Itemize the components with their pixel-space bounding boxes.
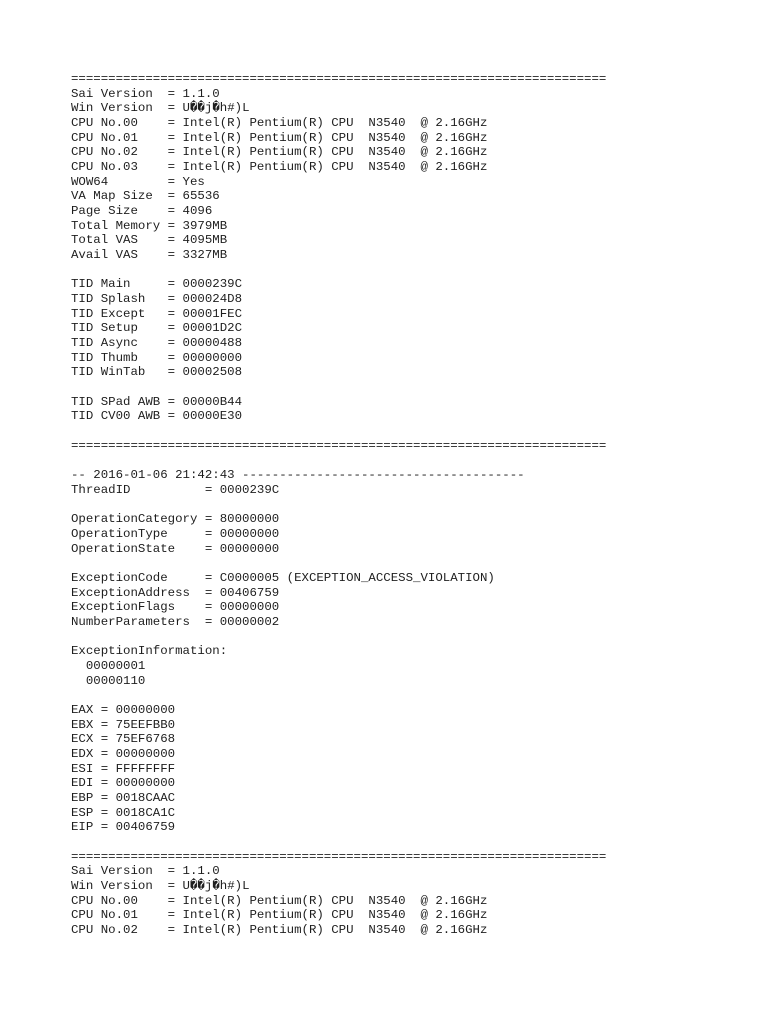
log-line: TID Except = 00001FEC — [71, 306, 243, 321]
log-line: EAX = 00000000 — [71, 702, 176, 717]
log-line — [71, 424, 606, 439]
log-line: CPU No.02 = Intel(R) Pentium(R) CPU N3540 @ 2.16GHz — [71, 922, 488, 937]
log-line: EBX = 75EEFBB0 — [71, 717, 176, 732]
log-line: WOW64 = Yes — [71, 174, 205, 189]
log-line: OperationType = 00000000 — [71, 526, 280, 541]
log-line: ======================================================================== — [71, 849, 607, 864]
log-line: TID Splash = 000024D8 — [71, 292, 243, 307]
log-line: Page Size = 4096 — [71, 204, 213, 219]
crash-log-text — [71, 72, 606, 938]
log-line: EBP = 0018CAAC — [71, 790, 176, 805]
log-line: -- 2016-01-06 21:42:43 -------------------------------------- — [71, 468, 525, 483]
log-line: ExceptionInformation: — [71, 644, 228, 659]
log-line: TID Main = 0000239C — [71, 277, 243, 292]
log-line: ThreadID = 0000239C — [71, 482, 280, 497]
log-line: NumberParameters = 00000002 — [71, 614, 280, 629]
log-line: ECX = 75EF6768 — [71, 732, 176, 747]
log-line: CPU No.01 = Intel(R) Pentium(R) CPU N3540 @ 2.16GHz — [71, 908, 488, 923]
log-line: Sai Version = 1.1.0 — [71, 86, 220, 101]
log-line — [71, 453, 606, 468]
log-line: EDX = 00000000 — [71, 746, 176, 761]
log-line: ESI = FFFFFFFF — [71, 761, 176, 776]
log-line: CPU No.02 = Intel(R) Pentium(R) CPU N3540 @ 2.16GHz — [71, 145, 488, 160]
log-line: EIP = 00406759 — [71, 820, 176, 835]
log-line: CPU No.00 = Intel(R) Pentium(R) CPU N3540 @ 2.16GHz — [71, 116, 488, 131]
log-line — [71, 835, 606, 850]
log-line: 00000110 — [71, 673, 146, 688]
log-line: TID Async = 00000488 — [71, 336, 243, 351]
log-line: Avail VAS = 3327MB — [71, 248, 228, 263]
log-line: TID SPad AWB = 00000B44 — [71, 394, 243, 409]
log-line: ExceptionCode = C0000005 (EXCEPTION_ACCESS_VIOLATION) — [71, 570, 495, 585]
log-line: TID CV00 AWB = 00000E30 — [71, 409, 243, 424]
log-line: Sai Version = 1.1.0 — [71, 864, 220, 879]
log-line — [71, 497, 606, 512]
log-line: CPU No.00 = Intel(R) Pentium(R) CPU N3540 @ 2.16GHz — [71, 893, 488, 908]
log-line: CPU No.03 = Intel(R) Pentium(R) CPU N3540 @ 2.16GHz — [71, 160, 488, 175]
log-line: 00000001 — [71, 658, 146, 673]
log-line: OperationCategory = 80000000 — [71, 512, 280, 527]
log-line: CPU No.01 = Intel(R) Pentium(R) CPU N3540 @ 2.16GHz — [71, 130, 488, 145]
log-line: VA Map Size = 65536 — [71, 189, 220, 204]
log-line: Total Memory = 3979MB — [71, 218, 228, 233]
log-line: ======================================================================== — [71, 438, 607, 453]
log-line: ESP = 0018CA1C — [71, 805, 176, 820]
log-line: TID Thumb = 00000000 — [71, 350, 243, 365]
log-line: TID Setup = 00001D2C — [71, 321, 243, 336]
log-line: EDI = 00000000 — [71, 776, 176, 791]
log-line: TID WinTab = 00002508 — [71, 365, 243, 380]
log-line — [71, 630, 606, 645]
log-line — [71, 556, 606, 571]
log-line — [71, 688, 606, 703]
log-line — [71, 263, 606, 278]
log-line: ExceptionFlags = 00000000 — [71, 600, 280, 615]
log-line: OperationState = 00000000 — [71, 541, 280, 556]
log-line: Win Version = U��j�h#)L — [71, 101, 250, 116]
log-line: ======================================================================== — [71, 72, 607, 86]
log-line — [71, 380, 606, 395]
log-line: ExceptionAddress = 00406759 — [71, 585, 280, 600]
log-line: Total VAS = 4095MB — [71, 233, 228, 248]
log-line: Win Version = U��j�h#)L — [71, 878, 250, 893]
